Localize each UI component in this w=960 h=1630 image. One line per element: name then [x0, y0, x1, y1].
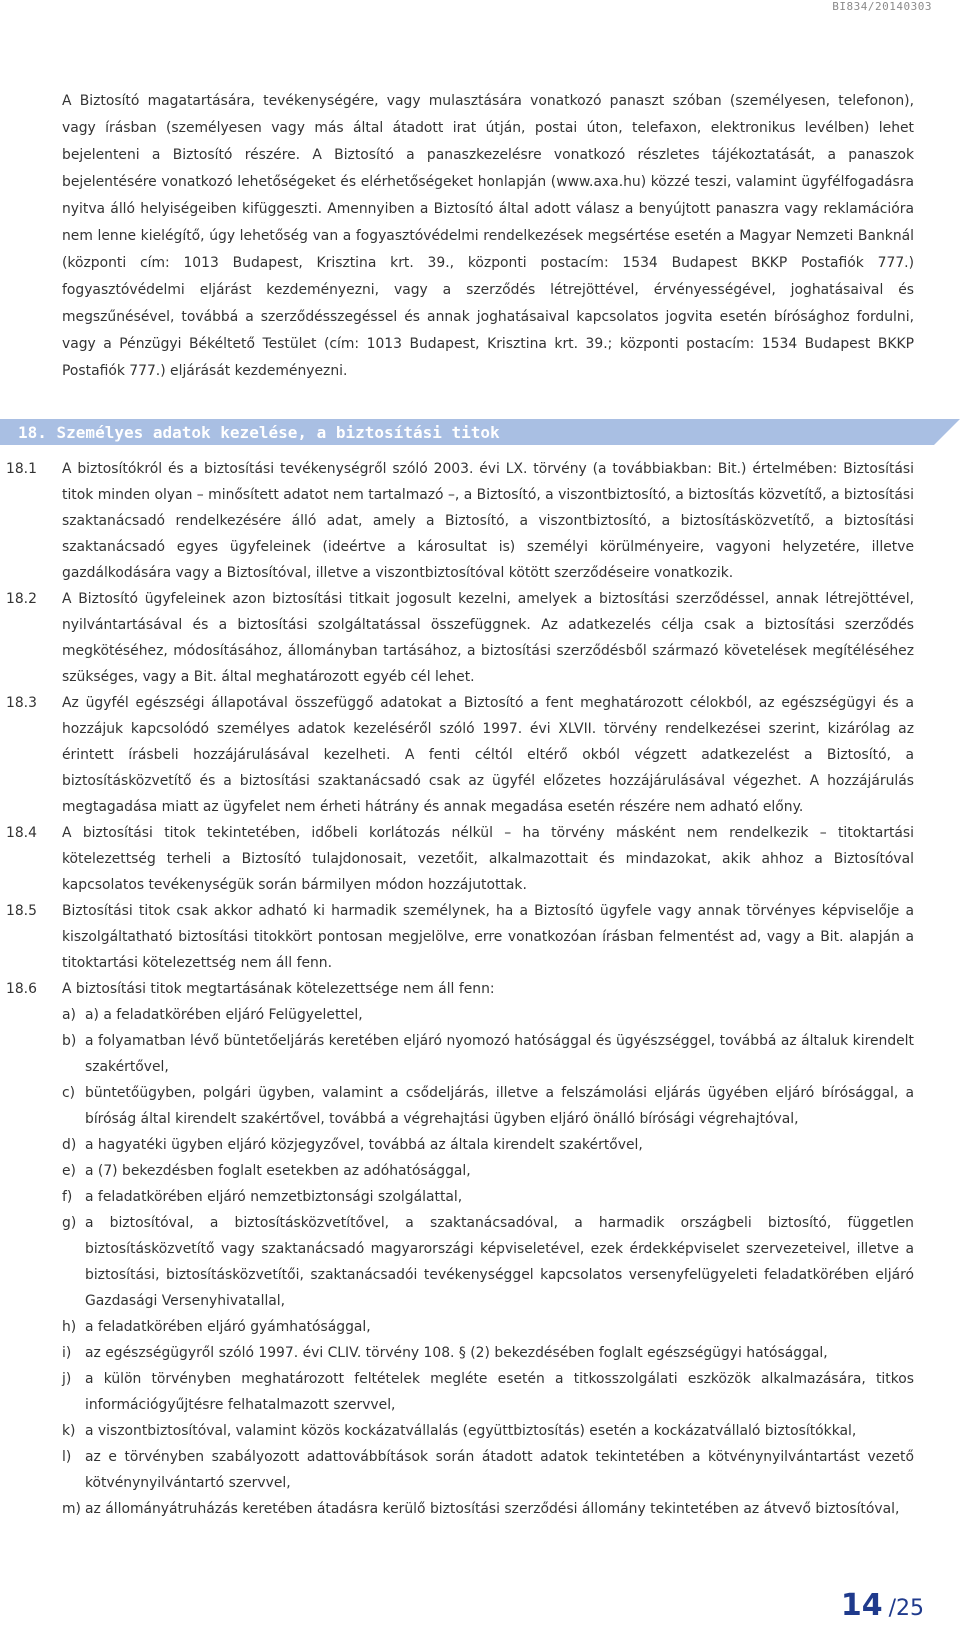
list-item-letter: d) [62, 1137, 77, 1153]
list-item [62, 1366, 914, 1418]
subsection-number: 18.4 [6, 825, 37, 841]
list-item-letter: l) [62, 1449, 72, 1465]
subsection-number: 18.5 [6, 903, 37, 919]
subsection-number: 18.2 [6, 591, 37, 607]
list-item-letter: i) [62, 1345, 72, 1361]
list-item-text: a külön törvényben meghatározott feltételek megléte esetén a titkosszolgálati eszközök alkalmazására, titkos információgyűjtésre felhatalmazott szervvel, [85, 1371, 914, 1413]
list-item-letter: f) [62, 1189, 73, 1205]
section-title: 18. Személyes adatok kezelése, a biztosítási titok [18, 423, 500, 442]
list-item-letter: h) [62, 1319, 77, 1335]
list-item-letter: b) [62, 1033, 77, 1049]
subsection-18-5 [0, 898, 960, 976]
list-item-text: a) a feladatkörében eljáró Felügyelettel, [85, 1007, 363, 1023]
intro-section [62, 88, 914, 385]
list-item [62, 1340, 914, 1366]
list-item [62, 1444, 914, 1496]
list-item [62, 1158, 914, 1184]
list-item-letter: k) [62, 1423, 76, 1439]
list-item-text: a feladatkörében eljáró nemzetbiztonsági szolgálattal, [85, 1189, 463, 1205]
list-item [62, 1418, 914, 1444]
subsection-18-1 [0, 456, 960, 586]
subsections-list [0, 456, 960, 1522]
list-item-text: a folyamatban lévő büntetőeljárás keretében eljáró nyomozó hatósággal és ügyészséggel, továbbá az általuk kirendelt szakértővel, [85, 1033, 914, 1075]
list-item-text: a feladatkörében eljáró gyámhatósággal, [85, 1319, 371, 1335]
subsection-text: Biztosítási titok csak akkor adható ki harmadik személynek, ha a Biztosító ügyfele vagy annak törvényes képviselője a kiszolgáltatható biztosítási titokkört pontosan megjelölve, erre vonatkozóan írásban felmentést ad, vagy a Bit. alapján a titoktartási kötelezettség nem áll fenn. [62, 903, 914, 971]
subsection-number: 18.1 [6, 461, 37, 477]
subsection-18-6 [0, 976, 960, 1522]
list-item-letter: a) [62, 1007, 76, 1023]
list-item-letter: c) [62, 1085, 76, 1101]
section-header-bar [0, 419, 960, 445]
subsection-text: A biztosítókról és a biztosítási tevékenységről szóló 2003. évi LX. törvény (a továbbiakban: Bit.) értelmében: Biztosítási titok minden olyan – minősített adatot nem tartalmazó –, a Biztosító, a viszontbiztosító, a biztosítás közvetítő, a biztosítási szaktanácsadó rendelkezésére álló adat, amely a Biztosító, a viszontbiztosító, a biztosításközvetítő, a biztosítási szaktanácsadó egyes ügyfeleinek (ideértve a károsultat is) személyi körülményeire, vagyoni helyzetére, illetve gazdálkodására vagy a Biztosítóval, illetve a viszontbiztosítóval kötött szerződéseire vonatkozik. [62, 461, 914, 581]
subsection-text: A biztosítási titok megtartásának kötelezettsége nem áll fenn: [62, 981, 495, 997]
page-current: 14 [840, 1588, 883, 1623]
list-item [62, 1132, 914, 1158]
subsection-number: 18.6 [6, 981, 37, 997]
page-total: /25 [888, 1596, 924, 1621]
list-item-letter: m) [62, 1501, 81, 1517]
list-item [62, 1184, 914, 1210]
list-item-letter: e) [62, 1163, 76, 1179]
page-number [841, 1588, 924, 1623]
list-item-text: a hagyatéki ügyben eljáró közjegyzővel, továbbá az általa kirendelt szakértővel, [85, 1137, 643, 1153]
subsection-text: A Biztosító ügyfeleinek azon biztosítási titkait jogosult kezelni, amelyek a biztosítási szerződéssel, annak létrejöttével, nyilvántartásával és a biztosítási szolgáltatással összefüggnek. Az adatkezelés célja csak a biztosítási szerződés megkötéséhez, módosításához, állományban tartásához, a biztosítási szerződésből származó követelések megítéléséhez szükséges, vagy a Bit. által meghatározott egyéb cél lehet. [62, 591, 914, 685]
list-item [62, 1210, 914, 1314]
subsection-text: A biztosítási titok tekintetében, időbeli korlátozás nélkül – ha törvény másként nem rendelkezik – titoktartási kötelezettség terheli a Biztosító tulajdonosait, vezetőit, alkalmazottait és mindazokat, akik ahhoz a Biztosítóval kapcsolatos tevékenységük során bármilyen módon hozzájutottak. [62, 825, 914, 893]
list-item-letter: j) [62, 1371, 72, 1387]
subsection-18-3 [0, 690, 960, 820]
list-item-text: a (7) bekezdésben foglalt esetekben az adóhatósággal, [85, 1163, 471, 1179]
list-item-text: büntetőügyben, polgári ügyben, valamint a csődeljárás, illetve a felszámolási eljárás ügyében eljáró bírósággal, a bíróság által kirendelt szakértővel, továbbá a végrehajtási ügyben eljáró önálló bírósági végrehajtóval, [85, 1085, 914, 1127]
intro-paragraph: A Biztosító magatartására, tevékenységére, vagy mulasztására vonatkozó panaszt szóban (személyesen, telefonon), vagy írásban (személyesen vagy más által átadott irat útján, postai úton, telefaxon, elektronikus levélben) lehet bejelenteni a Biztosító részére. A Biztosító a panaszkezelésre vonatkozó részletes tájékoztatását, a panaszok bejelentésére vonatkozó lehetőségeket és elérhetőségeket honlapján (www.axa.hu) közzé teszi, valamint ügyfélfogadásra nyitva álló helyiségeiben kifüggeszti. Amennyiben a Biztosító által adott válasz a benyújtott panaszra vagy reklamációra nem lenne kielégítő, úgy lehetőség van a fogyasztóvédelmi rendelkezések megsértése esetén a Magyar Nemzeti Banknál (központi cím: 1013 Budapest, Krisztina krt. 39., központi postacím: 1534 Budapest BKKP Postafiók 777.) fogyasztóvédelmi eljárást kezdeményezni, vagy a szerződés létrejöttével, érvényességével, joghatásaival és megszűnésével, továbbá a szerződésszegéssel és annak joghatásaival kapcsolatos jogvita esetén bírósághoz fordulni, vagy a Pénzügyi Békéltető Testület (cím: 1013 Budapest, Krisztina krt. 39.; központi postacím: 1534 Budapest BKKP Postafiók 777.) eljárását kezdeményezni. [62, 93, 914, 379]
list-item-letter: g) [62, 1215, 77, 1231]
subsection-18-2 [0, 586, 960, 690]
list-item [62, 1080, 914, 1132]
list-item [62, 1496, 914, 1522]
list-item-text: a biztosítóval, a biztosításközvetítővel, a szaktanácsadóval, a harmadik országbeli biztosító, független biztosításközvetítő vagy szaktanácsadó magyarországi képviseletével, ezek érdekképviselet szervezeteivel, illetve a biztosítási, biztosításközvetítői, szaktanácsadói tevékenységgel kapcsolatos versenyfelügyeleti feladatkörében eljáró Gazdasági Versenyhivatallal, [85, 1215, 914, 1309]
list-item [62, 1028, 914, 1080]
list-item-text: a viszontbiztosítóval, valamint közös kockázatvállalás (együttbiztosítás) esetén a kockázatvállaló biztosítókkal, [85, 1423, 857, 1439]
list-item [62, 1002, 914, 1028]
list-item-text: az állományátruházás keretében átadásra kerülő biztosítási szerződési állomány tekintetében az átvevő biztosítóval, [85, 1501, 900, 1517]
document-code: BI834/20140303 [832, 0, 932, 13]
list-item-text: az egészségügyről szóló 1997. évi CLIV. törvény 108. § (2) bekezdésében foglalt egészségügyi hatósággal, [85, 1345, 828, 1361]
subsection-18-4 [0, 820, 960, 898]
list-item-text: az e törvényben szabályozott adattovábbítások során átadott adatok tekintetében a kötvénynyilvántartást vezető kötvénynyilvántartó szervvel, [85, 1449, 914, 1491]
list-item [62, 1314, 914, 1340]
subsection-text: Az ügyfél egészségi állapotával összefüggő adatokat a Biztosító a fent meghatározott célokból, az egészségügyi és a hozzájuk kapcsolódó személyes adatok kezeléséről szóló 1997. évi XLVII. törvény rendelkezései szerint, kizárólag az érintett írásbeli hozzájárulásával kezelheti. A fenti céltól eltérő okból végzett adatkezelést a Biztosító, a biztosításközvetítő és a biztosítási szaktanácsadó csak az ügyfél előzetes hozzájárulásával végezhet. A hozzájárulás megtagadása miatt az ügyfelet nem érheti hátrány és annak megadása esetén részére nem adható előny. [62, 695, 914, 815]
subsection-number: 18.3 [6, 695, 37, 711]
exception-list [62, 1002, 914, 1522]
